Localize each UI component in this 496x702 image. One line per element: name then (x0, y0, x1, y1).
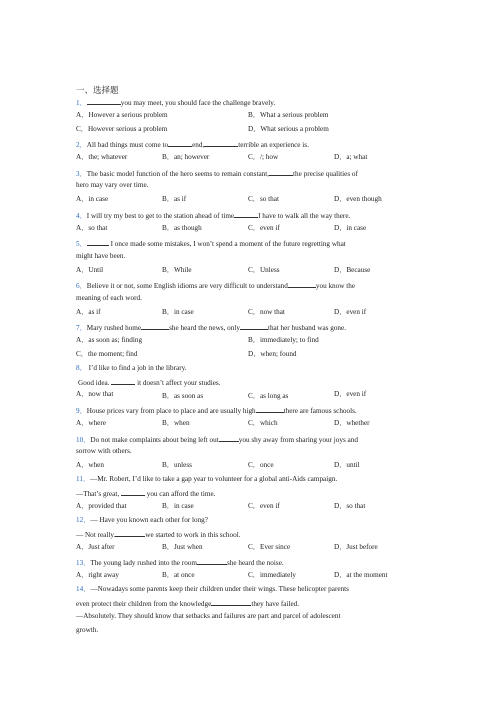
q13-option-c[interactable]: C．immediately (248, 571, 296, 579)
q3-option-a[interactable]: A．in case (76, 195, 109, 203)
q7-option-d[interactable]: D．when; found (248, 350, 297, 358)
question-14-reply: —Absolutely. They should know that setbacks and failures are part and parcel of adolescent (76, 612, 341, 620)
q12-option-a[interactable]: A．Just after (76, 543, 115, 551)
q3-option-c[interactable]: C．so that (248, 195, 279, 203)
question-14-cont: even protect their children from the knowledge they have failed. (76, 600, 300, 608)
question-11-cont: —That’s great, you can afford the time. (76, 490, 216, 498)
q8-option-c[interactable]: C．as long as (248, 392, 289, 400)
q2-option-a[interactable]: A．the; whatever (76, 153, 128, 161)
q9-option-b[interactable]: B．when (162, 419, 190, 427)
q7-option-b[interactable]: B．immediately; to find (248, 336, 319, 344)
q6-option-c[interactable]: C．now that (248, 308, 285, 316)
question-5-cont: might have been. (76, 252, 126, 260)
section-title: 一、选择题 (76, 86, 119, 96)
q1-option-d[interactable]: D．What serious a problem (248, 125, 329, 133)
q12-option-b[interactable]: B．Just when (162, 543, 203, 551)
q2-option-d[interactable]: D．a; what (334, 153, 368, 161)
q10-option-b[interactable]: B．unless (162, 461, 192, 469)
q4-option-d[interactable]: D．in case (334, 224, 367, 232)
q9-option-c[interactable]: C．which (248, 419, 278, 427)
q3-option-d[interactable]: D．even though (334, 195, 382, 203)
question-4: 4．I will try my best to get to the station ahead of time I have to walk all the way there. (76, 212, 351, 220)
q7-option-a[interactable]: A．as soon as; finding (76, 336, 143, 344)
question-8: 8． I’d like to find a job in the library. (76, 364, 187, 372)
question-3: 3．The basic model function of the hero seems to remain constant, the precise qualities of (76, 170, 358, 178)
q8-option-b[interactable]: B．as soon as (162, 392, 204, 400)
question-2: 2．All bad things must come to end, terrible an experience is. (76, 141, 309, 149)
q1-option-a[interactable]: A．However a serious problem (76, 111, 168, 119)
question-9: 9．House prices vary from place to place and are usually high there are famous schools. (76, 407, 357, 415)
q5-option-a[interactable]: A．Until (76, 266, 104, 274)
q12-option-d[interactable]: D．Just before (334, 543, 378, 551)
q11-option-a[interactable]: A．provided that (76, 502, 127, 510)
q4-option-c[interactable]: C．even if (248, 224, 280, 232)
q4-option-b[interactable]: B．as though (162, 224, 202, 232)
question-3-cont: hero may vary over time. (76, 181, 149, 189)
question-1: 1． you may meet, you should face the challenge bravely. (76, 99, 276, 107)
q6-option-b[interactable]: B．in case (162, 308, 194, 316)
q8-option-a[interactable]: A．now that (76, 390, 114, 398)
q10-option-c[interactable]: C．once (248, 461, 274, 469)
question-13: 13．The young lady rushed into the room she heard the noise. (76, 559, 284, 567)
question-14-reply-cont: growth. (76, 626, 99, 634)
question-12-cont: — Not really. we started to work in this school. (76, 531, 241, 539)
question-6: 6．Believe it or not, some English idioms are very difficult to understand you know the (76, 282, 356, 290)
question-12: 12．— Have you known each other for long? (76, 516, 208, 524)
q2-option-b[interactable]: B．an; however (162, 153, 210, 161)
q11-option-d[interactable]: D．so that (334, 502, 366, 510)
q10-option-d[interactable]: D．until (334, 461, 360, 469)
q10-option-a[interactable]: A．when (76, 461, 104, 469)
q1-option-c[interactable]: C．However serious a problem (76, 125, 168, 133)
question-11: 11．—Mr. Robert, I’d like to take a gap year to volunteer for a global anti-Aids campaign. (76, 475, 338, 483)
question-6-cont: meaning of each word. (76, 294, 142, 302)
question-8-cont: Good idea. it doesn’t affect your studies. (78, 379, 221, 387)
q13-option-b[interactable]: B．at once (162, 571, 195, 579)
question-7: 7．Mary rushed home she heard the news, only that her husband was gone. (76, 324, 346, 332)
q13-option-a[interactable]: A．right away (76, 571, 119, 579)
q5-option-c[interactable]: C．Unless (248, 266, 280, 274)
q12-option-c[interactable]: C．Ever since (248, 543, 291, 551)
question-14: 14．—Nowadays some parents keep their children under their wings. These helicopter parents (76, 585, 349, 593)
blank (87, 97, 121, 105)
q5-option-b[interactable]: B．While (162, 266, 192, 274)
q8-option-d[interactable]: D．even if (334, 390, 367, 398)
q11-option-c[interactable]: C．even if (248, 502, 280, 510)
q9-option-a[interactable]: A．where (76, 419, 106, 427)
q1-option-b[interactable]: B．What a serious problem (248, 111, 329, 119)
q5-option-d[interactable]: D．Because (334, 266, 371, 274)
q9-option-d[interactable]: D．whether (334, 419, 370, 427)
q2-option-c[interactable]: C．/; how (248, 153, 279, 161)
question-10: 10．Do not make complaints about being left out you shy away from sharing your joys and (76, 436, 358, 444)
q3-option-b[interactable]: B．as if (162, 195, 187, 203)
question-10-cont: sorrow with others. (76, 447, 132, 455)
q6-option-d[interactable]: D．even if (334, 308, 367, 316)
q4-option-a[interactable]: A．so that (76, 224, 108, 232)
q7-option-c[interactable]: C．the moment; find (76, 350, 138, 358)
q6-option-a[interactable]: A．as if (76, 308, 101, 316)
question-5: 5． I once made some mistakes, I won’t spend a moment of the future regretting what (76, 240, 346, 248)
q11-option-b[interactable]: B．in case (162, 502, 194, 510)
q13-option-d[interactable]: D．at the moment (334, 571, 388, 579)
